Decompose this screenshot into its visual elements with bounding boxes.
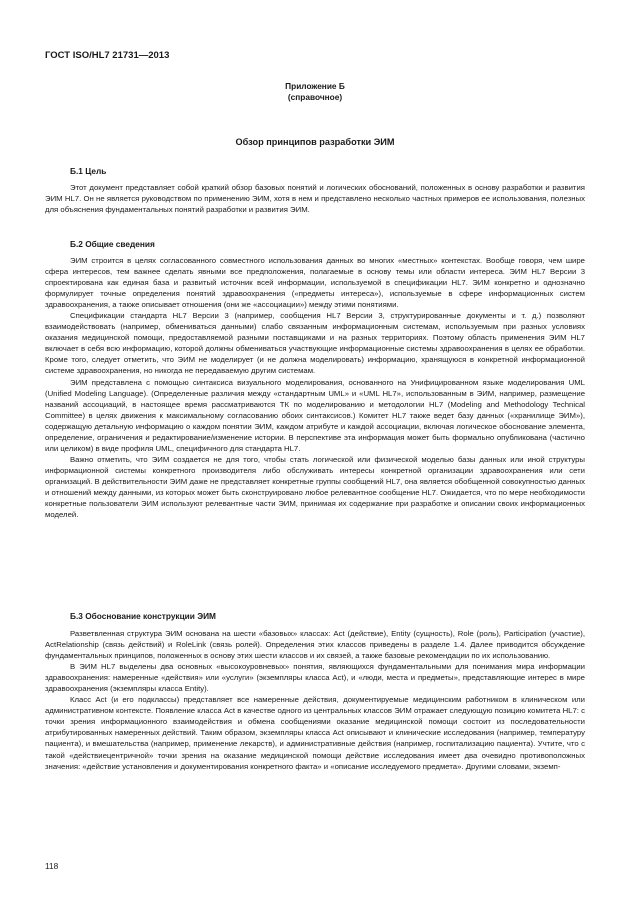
paragraph: Этот документ представляет собой краткий обзор базовых понятий и логических обоснований, положенных в основу разработки и развития ЭИМ HL7. Он не является руководством по применению ЭИМ, хотя в нем и представлено несколько частных примеров ее использования, полезных для объяснения фундаментальных понятий разработки и развития ЭИМ.	[45, 183, 585, 215]
paragraph: Разветвленная структура ЭИМ основана на шести «базовых» классах: Act (действие), Entity (сущность), Role (роль), Participation (участие), ActRelationship (связь действий) и RoleLink (связь ролей). Определения этих классов приведены в разделе 1.4. Далее приводится обсуждение фундаментальных принципов, положенных в основу этих шести классов и их связей, а также базовые рекомендации по их использованию.	[45, 629, 585, 661]
paragraph: ЭИМ представлена с помощью синтаксиса визуального моделирования, основанного на Унифицированном языке моделирования UML (Unified Modeling Language). (Определенные различия между «стандартным UML» и «UML HL7», использованным в ЭИМ, например, размещение названий ассоциаций, в настоящее время рассматриваются ТК по моделированию и методологии HL7 (Modeling and Methodology Technical Committee) в целях движения к максимальному согласованию обоих синтаксисов.) Комитет HL7 также ведет базу данных («хранилище ЭИМ»), содержащую детальную информацию о каждом понятии ЭИМ, каждом атрибуте и каждой ассоциации, включая логическое обоснование элемента, определение, ограничения и редактирование/изменение истории. В перспективе эта информация может быть формально опубликована (частично или целиком) в виде профиля UML, специфичного для стандарта HL7.	[45, 377, 585, 453]
page-number: 118	[45, 861, 59, 871]
paragraph: Класс Act (и его подклассы) представляет все намеренные действия, документируемые медицинским работником в клиническом или административном контексте. Появление класса Act в качестве одного из центральных классов ЭИМ отражает следующую позицию комитета HL7: с точки зрения информационного взаимодействия и обмена сообщениями оказание медицинской помощи состоит из последовательности атрибутированных намеренных действий. Таким образом, экземпляры класса Act описывают и клинические исследования (например, температуру пациента), и вмешательства (например, применение лекарств), и административные действия (например, госпитализацию пациента). Учтите, что с такой «действиецентричной» точки зрения на оказание медицинской помощи действие исследования имеет два очевидно противоположных значения: «действие установления и документирования конкретного факта» и «описание исследуемого предмета». Другими словами, экземп-	[45, 695, 585, 771]
section-body	[45, 182, 585, 215]
paragraph: Спецификации стандарта HL7 Версии 3 (например, сообщения HL7 Версии 3, структурированные документы и т. д.) позволяют взаимодействовать (например, обмениваться данными) слабо связанным информационным системам, используемым при разных условиях оказания медицинской помощи, предоставляемой разными поставщиками и на разных территориях. Поэтому область применения ЭИМ HL7 включает в себя всю информацию, которой должны обмениваться участвующие информационные системы здравоохранения в целях ее обработки. Кроме того, следует отметить, что ЭИМ не моделирует (и не должна моделировать) информацию, хранящуюся в конкретной информационной системе здравоохранения, но никогда не передаваемую другим системам.	[45, 311, 585, 376]
section-body	[45, 628, 585, 772]
appendix-type: (справочное)	[287, 92, 343, 102]
paragraph: Важно отметить, что ЭИМ создается не для того, чтобы стать логической или физической моделью базы данных или иной структуры информационной системы конкретного производителя либо обслуживать интересы конкретной организации здравоохранения или сети организаций. В действительности ЭИМ даже не представляет конкретные группы сообщений HL7, она является обобщенной совокупностью данных и отношений между данными, из которых может быть сконструировано любое релевантное сообщение HL7. Ожидается, что по мере необходимости конкретные пользователи ЭИМ используют релевантные части ЭИМ, принимая их содержание при разработке и описании своих информационных моделей.	[45, 454, 585, 520]
standard-header: ГОСТ ISO/HL7 21731—2013	[45, 50, 170, 61]
section-heading: Б.3 Обоснование конструкции ЭИМ	[70, 611, 216, 621]
paragraph: ЭИМ строится в целях согласованного совместного использования данных во многих «местных» контекстах. Вообще говоря, чем шире сфера интересов, тем важнее сделать явными все предположения, полагаемые в основу темы или области интереса. ЭИМ HL7 Версии 3 спроектирована как единая база и развитый источник всей информации, используемой в спецификации HL7. ЭИМ конкретно и однозначно формулирует точные определения понятий здравоохранения («предметы интереса»), используемые в сфере информационных систем здравоохранения, а также описывает отношения (они же «ассоциации») между этими понятиями.	[45, 256, 585, 310]
page-title: Обзор принципов разработки ЭИМ	[235, 137, 395, 147]
section-heading: Б.1 Цель	[70, 166, 107, 176]
paragraph: В ЭИМ HL7 выделены два основных «высокоуровневых» понятия, являющихся фундаментальными для понимания мира информации здравоохранения: намеренные «действия» или «услуги» (экземпляры класса Act), и «люди, места и предметы», представляющие интерес в мире здравоохранения (экземпляры класса Entity).	[45, 662, 585, 694]
section-heading: Б.2 Общие сведения	[70, 239, 155, 249]
section-body	[45, 255, 585, 520]
appendix-label: Приложение Б	[285, 81, 345, 91]
